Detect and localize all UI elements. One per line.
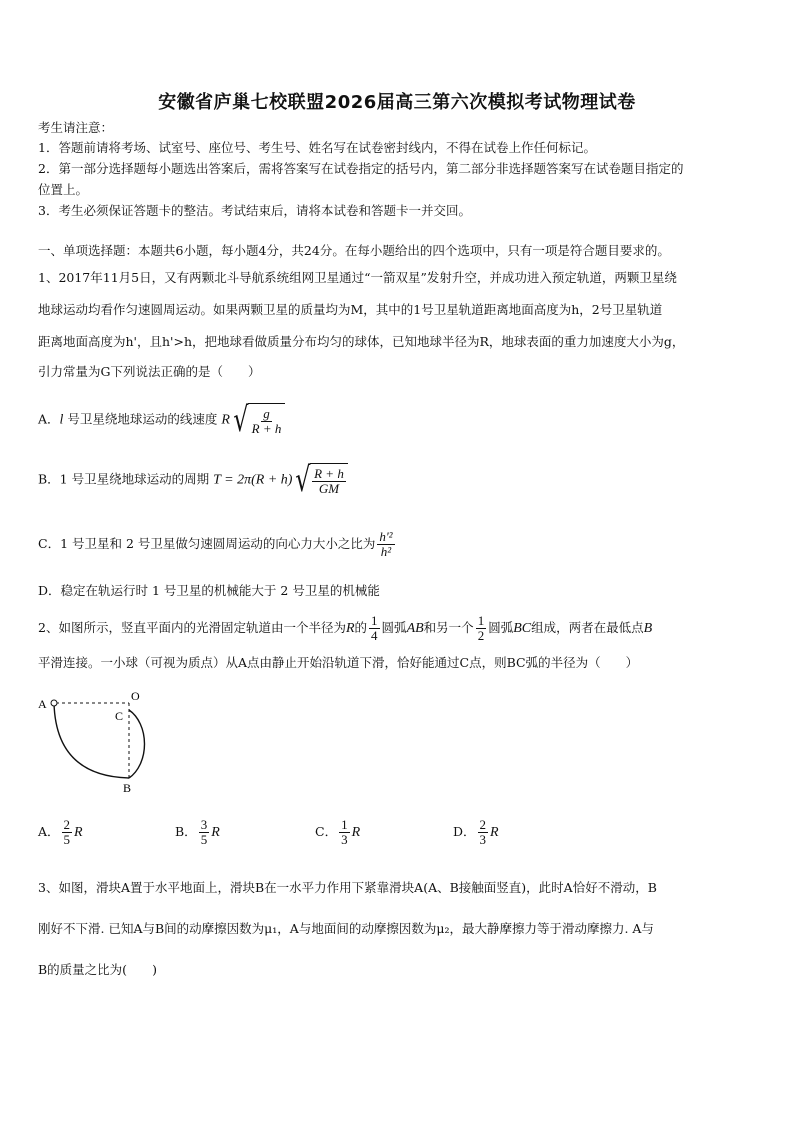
fig-label-c: C [115,709,124,723]
q1-line-1: 1、2017年11月5日，又有两颗北斗导航系统组网卫星通过“一箭双星”发射升空，并成功进入预定轨道，两颗卫星绕 [38,270,677,285]
q3-line-2: 刚好不下滑. 已知A与B间的动摩擦因数为μ₁，A与地面间的动摩擦因数为μ₂，最大静摩擦力等于滑动摩擦力. A与 [38,921,654,936]
q2-track-figure [36,688,176,798]
q1-option-c[interactable]: C．1 号卫星和 2 号卫星做匀速圆周运动的向心力大小之比为 $\frac{\text{h'²}}{\text{h²}}$ [38,529,393,559]
q2-choice-b[interactable]: B． $\frac{3}{5}$ R [175,817,220,847]
q1-option-b[interactable]: B．1 号卫星绕地球运动的周期 T = 2π(R + h) √ $\frac{R + h}{GM}$ [38,463,756,497]
q1-option-d[interactable]: D．稳定在轨运行时 1 号卫星的机械能大于 2 号卫星的机械能 [38,583,380,598]
q1-line-4: 引力常量为G下列说法正确的是（ ） [38,364,261,379]
q3-line-1: 3、如图，滑块A置于水平地面上，滑块B在一水平力作用下紧靠滑块A(A、B接触面竖直)，此时A恰好不滑动，B [38,880,657,895]
q1-b-sqrt: √ $\frac{R + h}{GM}$ [292,463,347,497]
q2-choice-c[interactable]: C． $\frac{1}{3}$ R [315,817,361,847]
q3-line-3: B的质量之比为( ) [38,962,157,977]
section-heading: 一、单项选择题：本题共6小题，每小题4分，共24分。在每小题给出的四个选项中，只有一项是符合题目要求的。 [38,243,670,258]
notice-item-2-cont: 位置上。 [38,182,89,197]
q2-choice-a[interactable]: A． $\frac{2}{5}$ R [38,817,83,847]
page-title: 安徽省庐巢七校联盟2026届高三第六次模拟考试物理试卷 [158,92,636,113]
fig-label-o: O [131,689,140,703]
q2-choice-d[interactable]: D． $\frac{2}{3}$ R [453,817,499,847]
q2-line-2: 平滑连接。一小球（可视为质点）从A点由静止开始沿轨道下滑，恰好能通过C点，则BC弧的半径为（ ） [38,655,639,670]
q1-line-2: 地球运动均看作匀速圆周运动。如果两颗卫星的质量均为M，其中的1号卫星轨道距离地面高度为h，2号卫星轨道 [38,302,663,317]
q1-a-radius: R [221,412,230,428]
fig-label-a: A [38,697,47,711]
notice-heading: 考生请注意： [38,120,114,135]
fig-label-b: B [123,781,132,795]
q1-line-3: 距离地面高度为h'，且h'>h，把地球看做质量分布均匀的球体，已知地球半径为R，地球表面的重力加速度大小为g， [38,334,685,349]
q1-c-fraction: $\frac{\text{h'²}}{\text{h²}}$ [379,529,393,559]
q1-a-sqrt: √ $\frac{g}{R + h}$ [230,403,285,437]
q2-line-1: 2、如图所示，竖直平面内的光滑固定轨道由一个半径为R的 $\frac{1}{4}$ 圆弧AB和另一个 $\frac{1}{2}$ 圆弧BC组成，两者在最低点B [38,613,653,643]
notice-item-3: 3．考生必须保证答题卡的整洁。考试结束后，请将本试卷和答题卡一并交回。 [38,203,471,218]
notice-item-1: 1．答题前请将考场、试室号、座位号、考生号、姓名写在试卷密封线内，不得在试卷上作任何标记。 [38,140,596,155]
q1-b-formula: T = 2π(R + h) [213,472,293,488]
q1-option-a[interactable]: A．l 号卫星绕地球运动的线速度 R √ $\frac{g}{R + h}$ [38,403,756,437]
notice-item-2: 2．第一部分选择题每小题选出答案后，需将答案写在试卷指定的括号内，第二部分非选择题答案写在试卷题目指定的 [38,161,684,176]
